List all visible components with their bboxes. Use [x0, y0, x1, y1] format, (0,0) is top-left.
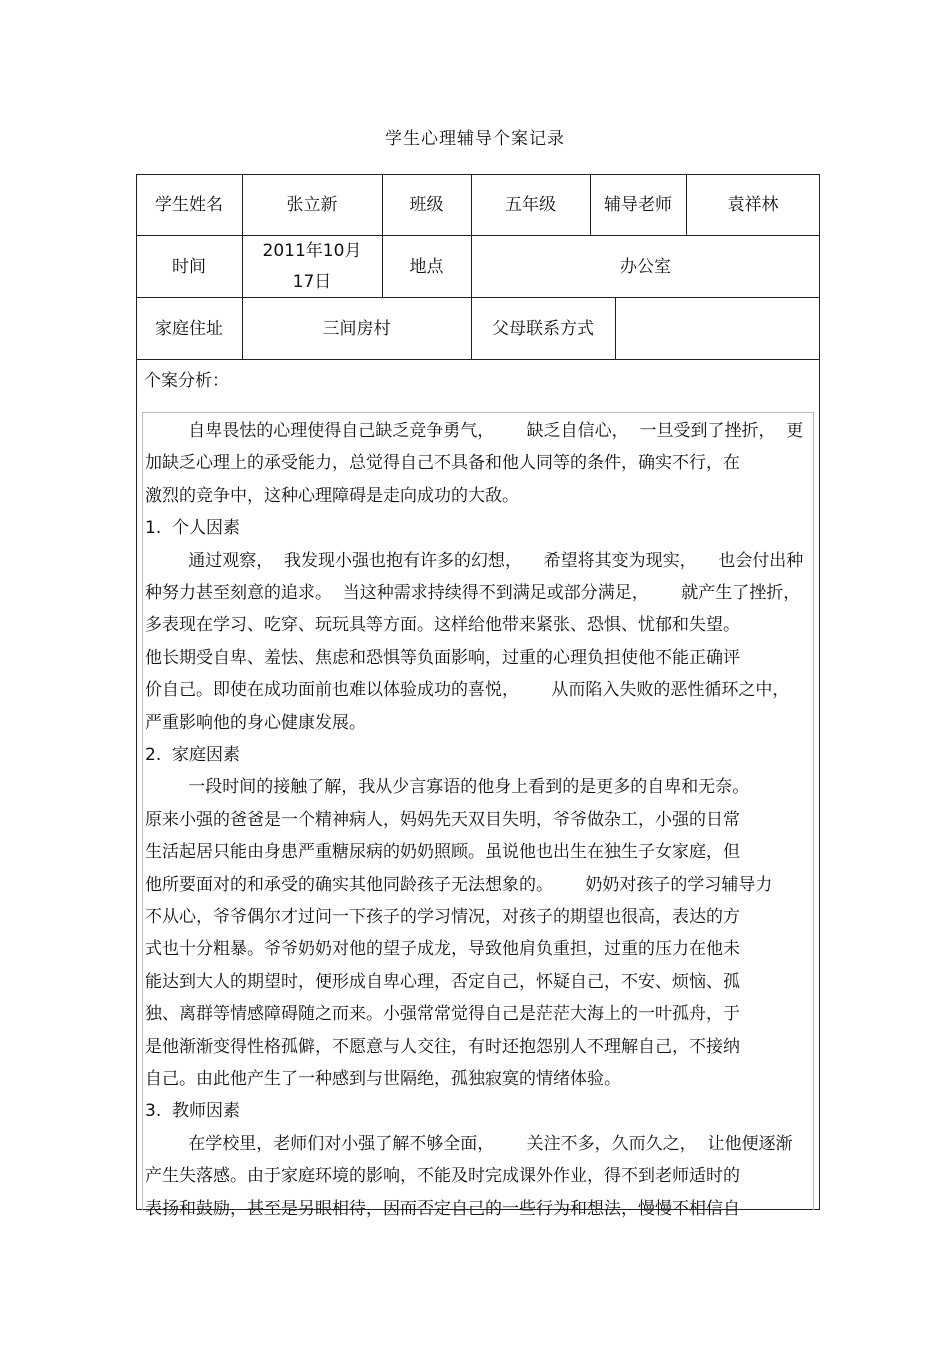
analysis-label: 个案分析： [144, 371, 229, 391]
address-value: 三间房村 [322, 318, 391, 339]
analysis-line: 严重影响他的身心健康发展。 [145, 712, 366, 733]
analysis-line: 自己。由此他产生了一种感到与世隔绝，孤独寂寞的情绪体验。 [145, 1069, 621, 1089]
teacher-label: 辅导老师 [604, 194, 672, 215]
analysis-line: 3. 教师因素 [145, 1101, 241, 1122]
time-value [242, 236, 382, 298]
analysis-line: 产生失落感。由于家庭环境的影响，不能及时完成课外作业，得不到老师适时的 [145, 1166, 740, 1187]
analysis-line: 原来小强的爸爸是一个精神病人，妈妈先天双目失明，爷爷做杂工，小强的日常 [145, 809, 740, 830]
analysis-line: 式也十分粗暴。爷爷奶奶对他的望子成龙，导致他肩负重担，过重的压力在他未 [145, 939, 740, 960]
student-name-label: 学生姓名 [155, 194, 223, 215]
page-title: 学生心理辅导个案记录 [385, 129, 565, 149]
analysis-line: 价自己。即使在成功面前也难以体验成功的喜悦， 从而陷入失败的恶性循环之中， [145, 680, 790, 701]
place-label: 地点 [409, 256, 444, 277]
analysis-line: 加缺乏心理上的承受能力，总觉得自己不具备和他人同等的条件，确实不行，在 [145, 453, 740, 474]
address-label: 家庭住址 [155, 318, 223, 339]
analysis-line: 2. 家庭因素 [145, 745, 241, 765]
time-value-line1: 2011年10月 [262, 241, 362, 261]
analysis-line: 1. 个人因素 [145, 518, 241, 539]
analysis-line: 一段时间的接触了解，我从少言寡语的他身上看到的是更多的自卑和无奈。 [145, 777, 750, 798]
place-value: 办公室 [620, 256, 671, 277]
analysis-line: 激烈的竞争中，这种心理障碍是走向成功的大敌。 [145, 485, 519, 506]
analysis-line: 表扬和鼓励，甚至是另眼相待，因而否定自己的一些行为和想法，慢慢不相信自 [145, 1198, 740, 1219]
time-value-line2: 17日 [292, 272, 332, 292]
analysis-line: 多表现在学习、吃穿、玩玩具等方面。这样给他带来紧张、恐惧、忧郁和失望。 [145, 615, 740, 636]
class-label: 班级 [409, 194, 444, 215]
student-name-value: 张立新 [286, 194, 338, 215]
analysis-line: 通过观察， 我发现小强也抱有许多的幻想， 希望将其变为现实， 也会付出种 [145, 550, 804, 571]
time-label: 时间 [172, 256, 206, 277]
analysis-line: 不从心，爷爷偶尔才过问一下孩子的学习情况，对孩子的期望也很高，表达的方 [145, 907, 740, 927]
analysis-line: 他长期受自卑、羞怯、焦虑和恐惧等负面影响，过重的心理负担使他不能正确评 [145, 647, 740, 668]
analysis-line: 在学校里，老师们对小强了解不够全面， 关注不多，久而久之， 让他便逐渐 [145, 1133, 793, 1154]
teacher-value: 袁祥林 [727, 194, 779, 215]
analysis-line: 生活起居只能由身患严重糖尿病的奶奶照顾。虽说他也出生在独生子女家庭，但 [145, 842, 740, 863]
analysis-line: 独、离群等情感障碍随之而来。小强常常觉得自己是茫茫大海上的一叶孤舟，于 [145, 1004, 740, 1025]
parent-contact-value [615, 298, 820, 360]
analysis-line: 他所要面对的和承受的确实其他同龄孩子无法想象的。 奶奶对孩子的学习辅导力 [145, 874, 773, 895]
analysis-line: 种努力甚至刻意的追求。 当这种需求持续得不到满足或部分满足， 就产生了挫折， [145, 583, 801, 603]
analysis-line: 自卑畏怯的心理使得自己缺乏竞争勇气， 缺乏自信心， 一旦受到了挫折， 更 [145, 421, 804, 441]
analysis-line: 是他渐渐变得性格孤僻，不愿意与人交往，有时还抱怨别人不理解自己，不接纳 [145, 1036, 740, 1057]
class-value: 五年级 [505, 194, 556, 215]
analysis-line: 能达到大人的期望时，便形成自卑心理，否定自己，怀疑自己，不安、烦恼、孤 [145, 971, 740, 992]
parent-contact-label: 父母联系方式 [492, 318, 594, 339]
